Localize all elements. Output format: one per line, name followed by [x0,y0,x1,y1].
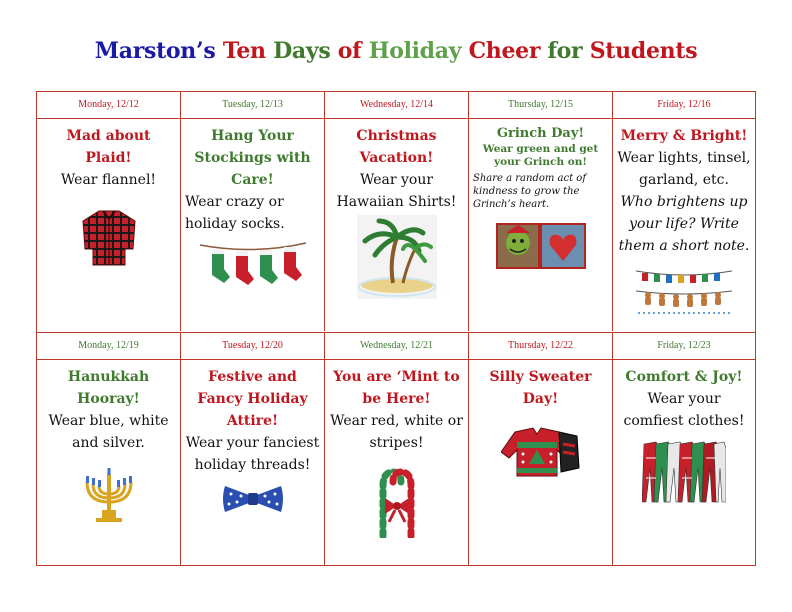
candy-canes-icon [365,468,429,538]
day-description: Wear your Hawaiian Shirts! [336,172,457,210]
grinch-heart-icon [496,223,586,269]
day-header: Thursday, 12/15 [469,92,613,118]
day-description: Wear flannel! [60,172,157,188]
page-title [0,38,792,64]
title-word: Students [589,38,698,64]
day-description: Wear blue, white and silver. [48,413,169,451]
day-title: Hanukkah Hooray! [67,369,150,407]
pajamas-icon [642,438,726,504]
lights-gingerbread-garland-icon [634,265,734,319]
menorah-icon [84,466,134,522]
day-description: Wear lights, tinsel, garland, etc. [617,150,751,188]
ugly-sweater-icon [501,424,581,480]
day-header: Friday, 12/23 [657,340,711,351]
title-word: Holiday [368,38,462,64]
title-word: for [547,38,583,64]
title-word: Days [273,38,331,64]
day-note: Share a random act of kindness to grow the Grinch’s heart. [473,173,587,210]
day-title: You are ‘Mint to be Here! [333,369,460,407]
week1-header-row [37,92,755,119]
day-cell-fri-1223 [613,360,755,565]
day-header: Friday, 12/16 [657,99,711,110]
stockings-garland-icon [198,239,308,291]
day-description: Wear red, white or stripes! [330,413,463,451]
title-word: Ten [222,38,266,64]
day-description: Wear crazy or holiday socks. [185,194,285,232]
day-description: Wear your fanciest holiday threads! [185,435,320,473]
day-title: Hang Your Stockings with Care! [194,128,311,188]
day-header: Thursday, 12/22 [469,333,613,359]
day-header: Monday, 12/12 [37,92,181,118]
day-header: Monday, 12/19 [37,333,181,359]
day-cell-wed-1214 [325,119,469,331]
day-title: Grinch Day! [496,126,585,141]
calendar-grid [36,91,756,566]
day-subtitle: Wear green and get your Grinch on! [482,143,599,168]
plaid-shirt-icon [77,205,141,269]
palm-tree-island-icon [357,215,437,299]
day-header: Tuesday, 12/20 [181,333,325,359]
day-cell-mon-1212 [37,119,181,331]
day-title: Silly Sweater Day! [489,369,592,407]
day-title: Christmas Vacation! [356,128,437,166]
day-cell-thu-1215 [469,119,613,331]
day-cell-tue-1220 [181,360,325,565]
day-title: Comfort & Joy! [625,369,743,385]
day-cell-fri-1216 [613,119,755,331]
day-cell-mon-1219 [37,360,181,565]
day-title: Festive and Fancy Holiday Attire! [197,369,308,429]
bow-tie-icon [221,482,285,516]
day-cell-thu-1222 [469,360,613,565]
title-word: Cheer [468,38,541,64]
week1-body-row [37,119,755,331]
title-word: Marston’s [94,38,216,64]
day-note: Who brightens up your life? Write them a short note. [618,194,750,254]
week2-header-row [37,333,755,360]
title-word: of [337,38,362,64]
day-title: Mad about Plaid! [66,128,151,166]
day-cell-tue-1213 [181,119,325,331]
day-description: Wear your comfiest clothes! [623,391,745,429]
day-header: Wednesday, 12/14 [325,92,469,118]
day-header: Tuesday, 12/13 [181,92,325,118]
day-cell-wed-1221 [325,360,469,565]
day-header: Wednesday, 12/21 [325,333,469,359]
day-title: Merry & Bright! [620,128,748,144]
week2-body-row [37,360,755,565]
